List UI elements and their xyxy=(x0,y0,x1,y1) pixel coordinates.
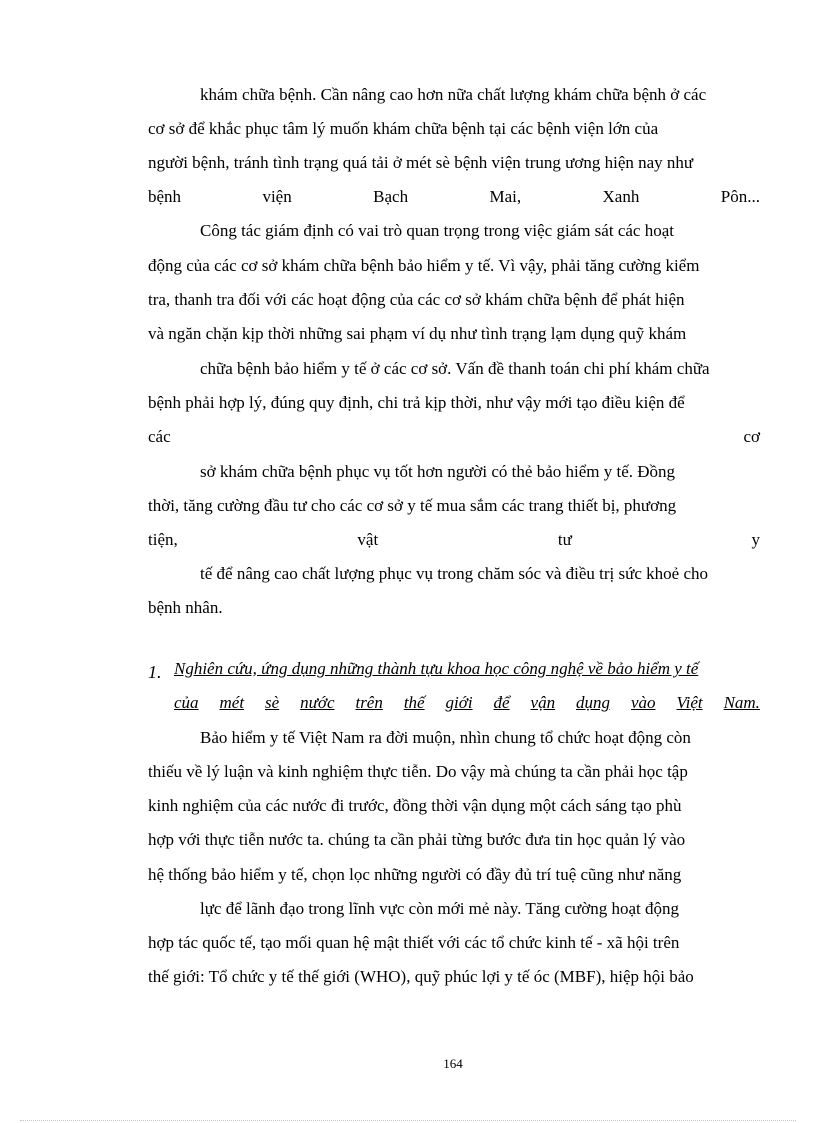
justified-line xyxy=(148,426,760,448)
paragraph-line: thế giới: Tổ chức y tế thế giới (WHO), quỹ phúc lợi y tế óc (MBF), hiệp hội bảo xyxy=(148,967,694,986)
word: của xyxy=(174,693,199,712)
paragraph-line: lực để lãnh đạo trong lĩnh vực còn mới mẻ này. Tăng cường hoạt động xyxy=(200,899,680,918)
paragraph-line: sở khám chữa bệnh phục vụ tốt hơn người có thẻ bảo hiểm y tế. Đồng xyxy=(200,462,676,481)
word: vận xyxy=(530,693,556,712)
word: y xyxy=(751,530,760,549)
word: Pôn... xyxy=(720,187,760,206)
section-heading-line-1: Nghiên cứu, ứng dụng những thành tựu khoa học công nghệ về bảo hiểm y tế xyxy=(174,659,699,678)
section-heading-line-2 xyxy=(174,692,760,714)
word: nước xyxy=(300,693,335,712)
word: cơ xyxy=(743,427,760,446)
word: để xyxy=(493,693,510,712)
paragraph-line: khám chữa bệnh. Cần nâng cao hơn nữa chất lượng khám chữa bệnh ở các xyxy=(200,85,707,104)
paragraph-line: bệnh nhân. xyxy=(148,598,223,617)
word: Việt xyxy=(676,693,703,712)
word: Mai, xyxy=(489,187,522,206)
paragraph-line: tra, thanh tra đối với các hoạt động của các cơ sở khám chữa bệnh để phát hiện xyxy=(148,290,685,309)
word: viện xyxy=(262,187,292,206)
paragraph-line: và ngăn chặn kịp thời những sai phạm ví dụ như tình trạng lạm dụng quỹ khám xyxy=(148,324,687,343)
paragraph-line: Bảo hiểm y tế Việt Nam ra đời muộn, nhìn chung tổ chức hoạt động còn xyxy=(200,728,691,747)
word: tiện, xyxy=(148,530,178,549)
word: giới xyxy=(445,693,473,712)
paragraph-line: Công tác giám định có vai trò quan trọng trong việc giám sát các hoạt xyxy=(200,221,674,240)
word: Nam. xyxy=(723,693,760,712)
paragraph-line: hệ thống bảo hiểm y tế, chọn lọc những người có đầy đủ trí tuệ cũng như năng xyxy=(148,865,682,884)
word: trên xyxy=(355,693,383,712)
paragraph-line: thiếu về lý luận và kinh nghiệm thực tiễn. Do vậy mà chúng ta cần phải học tập xyxy=(148,762,688,781)
word: tư xyxy=(557,530,572,549)
justified-line xyxy=(148,529,760,551)
section-number: 1. xyxy=(148,662,162,682)
paragraph-line: người bệnh, tránh tình trạng quá tải ở mét sè bệnh viện trung ương hiện nay như xyxy=(148,153,694,172)
paragraph-line: tế để nâng cao chất lượng phục vụ trong chăm sóc và điều trị sức khoẻ cho xyxy=(200,564,708,583)
word: Xanh xyxy=(602,187,640,206)
word: Bạch xyxy=(373,187,409,206)
word: dụng xyxy=(576,693,611,712)
justified-line xyxy=(148,186,760,208)
paragraph-line: kinh nghiệm của các nước đi trước, đồng thời vận dụng một cách sáng tạo phù xyxy=(148,796,682,815)
word: bệnh xyxy=(148,187,182,206)
paragraph-line: động của các cơ sở khám chữa bệnh bảo hiểm y tế. Vì vậy, phải tăng cường kiểm xyxy=(148,256,700,275)
paragraph-line: cơ sở để khắc phục tâm lý muốn khám chữa bệnh tại các bệnh viện lớn của xyxy=(148,119,659,138)
paragraph-line: bệnh phải hợp lý, đúng quy định, chi trả kịp thời, như vậy mới tạo điều kiện để xyxy=(148,393,685,412)
page-break-divider xyxy=(20,1120,796,1121)
paragraph-line: thời, tăng cường đầu tư cho các cơ sở y tế mua sắm các trang thiết bị, phương xyxy=(148,496,677,515)
word: mét xyxy=(219,693,245,712)
word: vào xyxy=(630,693,656,712)
word: thế xyxy=(403,693,425,712)
word: các xyxy=(148,427,171,446)
paragraph-line: hợp với thực tiễn nước ta. chúng ta cần phải từng bước đưa tin học quản lý vào xyxy=(148,830,686,849)
word: vật xyxy=(357,530,379,549)
paragraph-line: chữa bệnh bảo hiểm y tế ở các cơ sở. Vấn đề thanh toán chi phí khám chữa xyxy=(200,359,710,378)
word: sè xyxy=(265,693,280,712)
paragraph-line: hợp tác quốc tế, tạo mối quan hệ mật thiết với các tổ chức kinh tế - xã hội trên xyxy=(148,933,680,952)
page-number: 164 xyxy=(443,1056,463,1071)
